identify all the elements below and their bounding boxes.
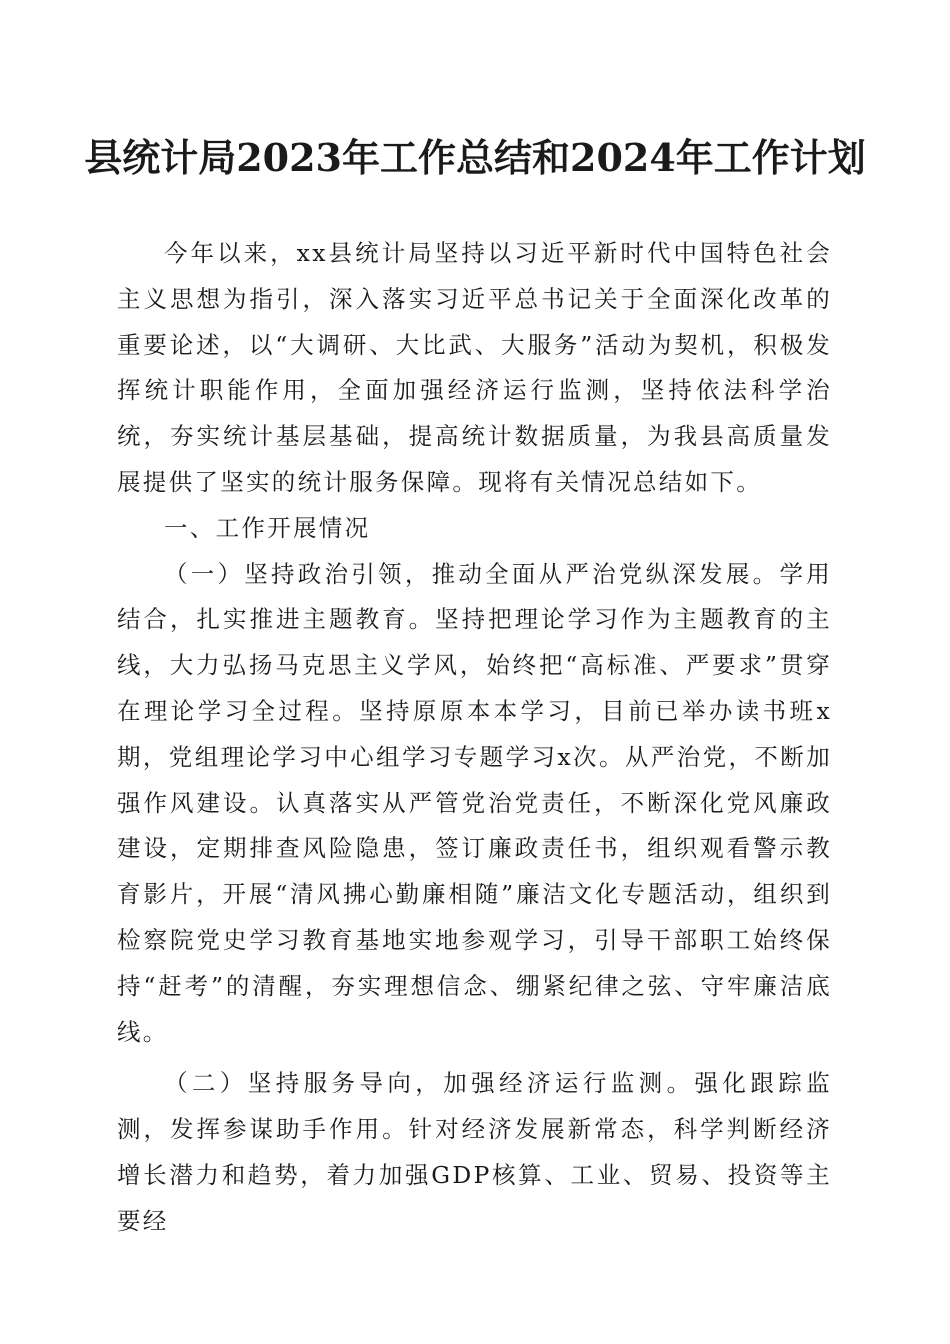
- subsection-2-lead: （二）坚持服务导向，加强经济运行监测。: [164, 1069, 695, 1098]
- section-heading: 一、工作开展情况: [164, 513, 371, 542]
- subsection-1-paragraph: [117, 552, 832, 1056]
- document-body: [117, 231, 832, 1245]
- subsection-1-text: 学用结合，扎实推进主题教育。坚持把理论学习作为主题教育的主线，大力弘扬马克思主义学风，始终把“高标准、严要求”贯穿在理论学习全过程。坚持原原本本学习，目前已举办读书班x期，党组理论学习中心组学习专题学习x次。从严治党，不断加强作风建设。认真落实从严管党治党责任，不断深化党风廉政建设，定期排查风险隐患，签订廉政责任书，组织观看警示教育影片，开展“清风拂心勤廉相随”廉洁文化专题活动，组织到检察院党史学习教育基地实地参观学习，引导干部职工始终保持“赶考”的清醒，夯实理想信念、绷紧纪律之弦、守牢廉洁底线。: [117, 559, 832, 1046]
- subsection-2-paragraph: [117, 1061, 832, 1244]
- subsection-1-lead: （一）坚持政治引领，推动全面从严治党纵深发展。: [164, 559, 780, 588]
- document-title: 县统计局2023年工作总结和2024年工作计划: [84, 135, 866, 180]
- subsection-2-text: 强化跟踪监测，发挥参谋助手作用。针对经济发展新常态，科学判断经济增长潜力和趋势，着力加强GDP核算、工业、贸易、投资等主要经: [117, 1069, 833, 1235]
- intro-paragraph: 今年以来，xx县统计局坚持以习近平新时代中国特色社会主义思想为指引，深入落实习近平总书记关于全面深化改革的重要论述，以“大调研、大比武、大服务”活动为契机，积极发挥统计职能作用，全面加强经济运行监测，坚持依法科学治统，夯实统计基层基础，提高统计数据质量，为我县高质量发展提供了坚实的统计服务保障。现将有关情况总结如下。: [117, 239, 832, 496]
